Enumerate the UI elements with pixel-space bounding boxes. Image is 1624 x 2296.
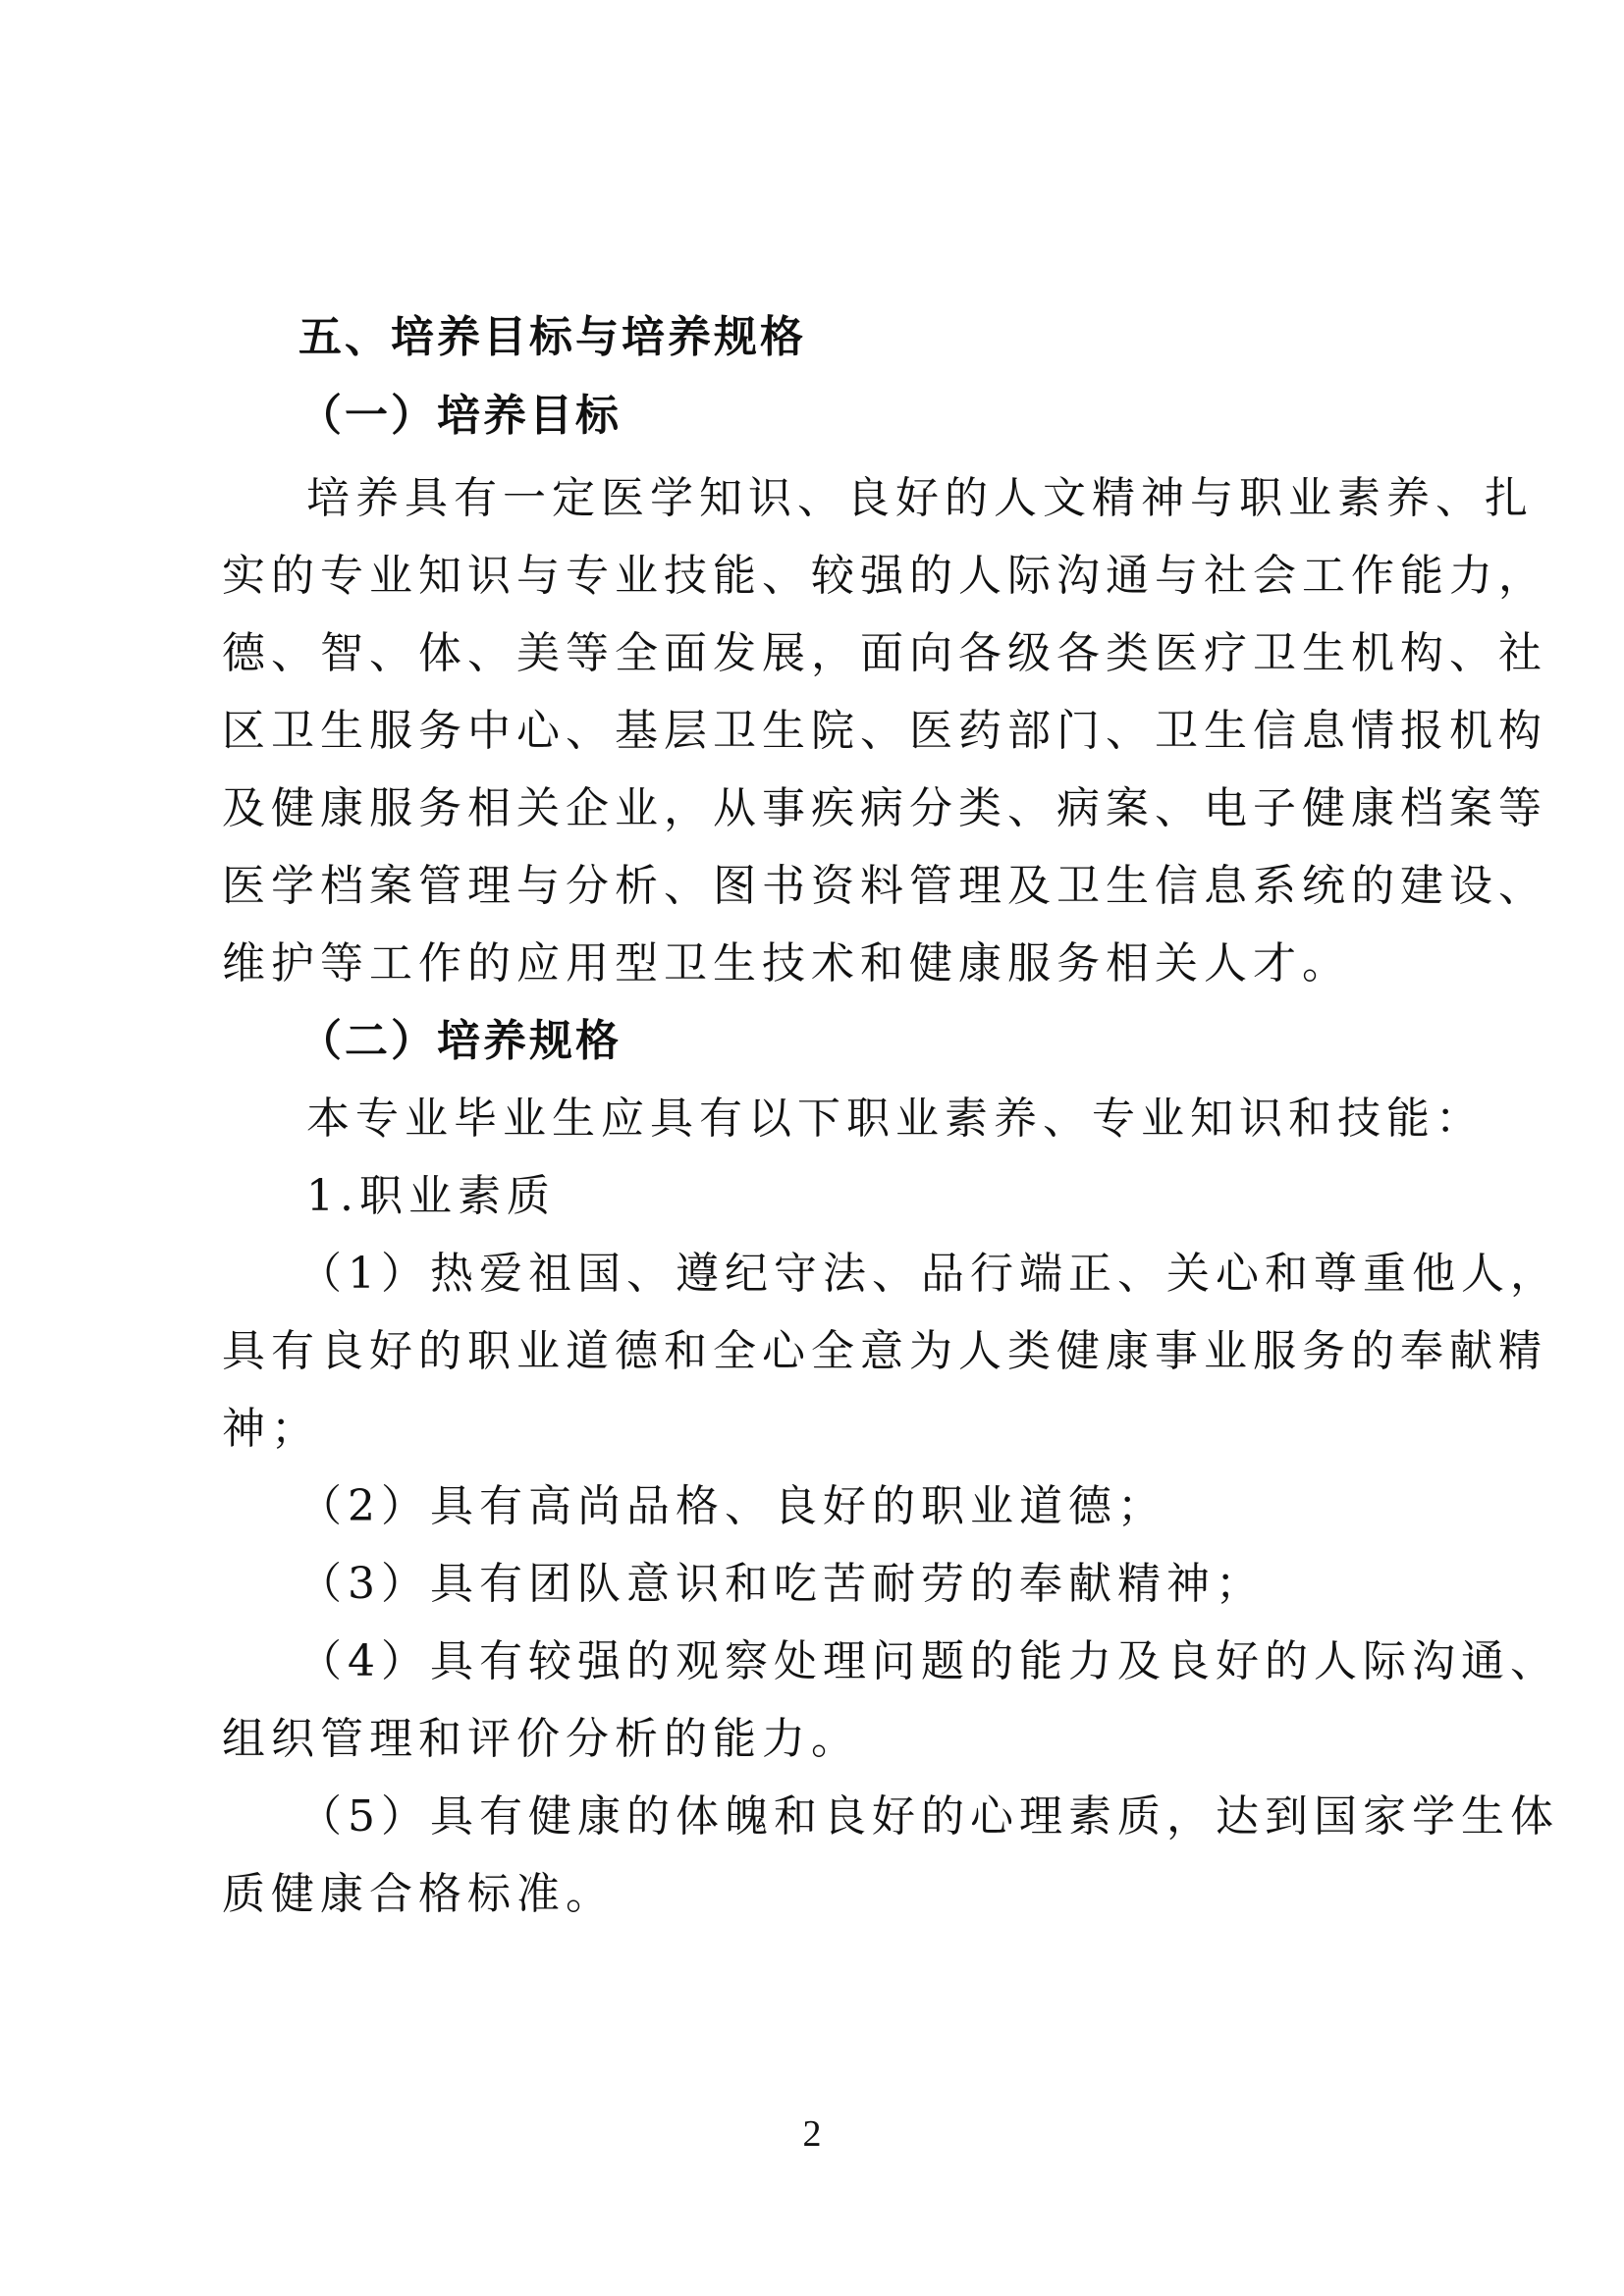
spec-item-line: （1）热爱祖国、遵纪守法、品行端正、关心和尊重他人， (298, 1249, 1559, 1299)
spec-item-line: 神； (222, 1404, 320, 1454)
goal-paragraph-line: 医学档案管理与分析、图书资料管理及卫生信息系统的建设、 (222, 861, 1547, 911)
spec-heading: （二）培养规格 (298, 1016, 622, 1066)
spec-item-line: （2）具有高尚品格、良好的职业道德； (298, 1481, 1166, 1531)
spec-item-line: （5）具有健康的体魄和良好的心理素质，达到国家学生体 (298, 1791, 1559, 1842)
goal-heading: （一）培养目标 (298, 391, 622, 441)
section-title: 五、培养目标与培养规格 (298, 312, 806, 362)
spec-item-line: 具有良好的职业道德和全心全意为人类健康事业服务的奉献精 (222, 1326, 1547, 1376)
goal-paragraph-line: 维护等工作的应用型卫生技术和健康服务相关人才。 (222, 938, 1351, 988)
goal-paragraph-line: 及健康服务相关企业，从事疾病分类、病案、电子健康档案等 (222, 783, 1547, 833)
spec-intro: 本专业毕业生应具有以下职业素养、专业知识和技能： (306, 1094, 1485, 1144)
spec-item-line: 质健康合格标准。 (222, 1869, 615, 1919)
spec-item-line: 组织管理和评价分析的能力。 (222, 1714, 860, 1764)
spec-item-line: （4）具有较强的观察处理问题的能力及良好的人际沟通、 (298, 1636, 1559, 1686)
spec-item-line: （3）具有团队意识和吃苦耐劳的奉献精神； (298, 1559, 1265, 1609)
page-number: 2 (802, 2113, 822, 2155)
spec-subheading: 1.职业素质 (306, 1171, 556, 1221)
goal-paragraph-line: 区卫生服务中心、基层卫生院、医药部门、卫生信息情报机构 (222, 706, 1547, 756)
goal-paragraph-line: 培养具有一定医学知识、良好的人文精神与职业素养、扎 (306, 473, 1534, 523)
goal-paragraph-line: 德、智、体、美等全面发展，面向各级各类医疗卫生机构、社 (222, 628, 1547, 678)
goal-paragraph-line: 实的专业知识与专业技能、较强的人际沟通与社会工作能力， (222, 551, 1547, 601)
